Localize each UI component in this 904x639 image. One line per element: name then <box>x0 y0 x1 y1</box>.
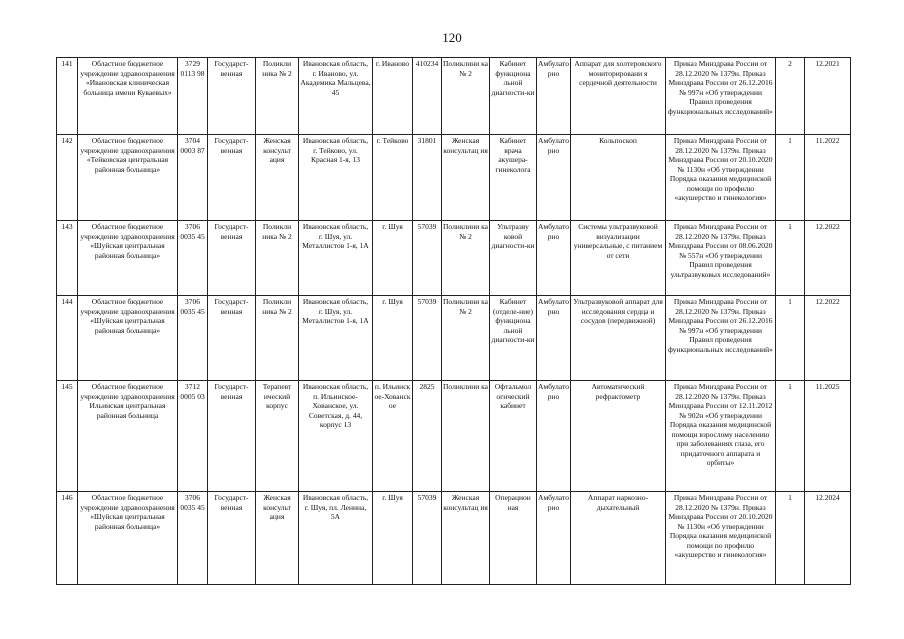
locality: г. Тейково <box>373 135 413 221</box>
unit-address: Ивановская область, г. Тейково, ул. Красная 1-я, 13 <box>299 135 373 221</box>
structural-unit: Поликли ника № 2 <box>256 58 299 135</box>
equipment-name: Системы ультразвуковой визуализации универсальные, с питанием от сети <box>571 221 666 296</box>
room-type: Офтальмол огический кабинет <box>490 381 537 492</box>
oktmo-code: 57039 <box>413 492 442 585</box>
structural-unit: Терапевт ический корпус <box>256 381 299 492</box>
oktmo-code: 410234 <box>413 58 442 135</box>
organization-code: 3704 0003 87 <box>178 135 208 221</box>
room-type: Кабинет функциона льной диагности-ки <box>490 58 537 135</box>
equipment-registry-table <box>56 57 851 585</box>
ownership-form: Государст-венная <box>208 221 256 296</box>
regulatory-basis: Приказ Минздрава России от 28.12.2020 № 1379н. Приказ Минздрава России от 20.10.2020 № 1130н «Об утверждении Порядка оказания медицинской помощи по профилю «акушерство и гинекология» <box>666 135 776 221</box>
organization-code: 3729 0113 98 <box>178 58 208 135</box>
oktmo-code: 57039 <box>413 296 442 381</box>
subdivision: Поликлини ка <box>442 381 490 492</box>
organization-code: 3712 0005 03 <box>178 381 208 492</box>
page-number: 120 <box>442 30 462 45</box>
organization-name: Областное бюджетное учреждение здравоохранения Ильинская центральная районная больница <box>78 381 178 492</box>
organization-name: Областное бюджетное учреждение здравоохранения «Шуйская центральная районная больница» <box>78 296 178 381</box>
care-condition: Амбулато рно <box>537 492 571 585</box>
room-type: Кабинет (отделе-ние) функциона льной диагности-ки <box>490 296 537 381</box>
supply-date: 11.2022 <box>805 135 851 221</box>
locality: п. Ильинск ое-Хованск ое <box>373 381 413 492</box>
ownership-form: Государст-венная <box>208 58 256 135</box>
organization-code: 3706 0035 45 <box>178 492 208 585</box>
organization-code: 3706 0035 45 <box>178 221 208 296</box>
oktmo-code: 2825 <box>413 381 442 492</box>
locality: г. Шуя <box>373 492 413 585</box>
row-number: 143 <box>57 221 78 296</box>
ownership-form: Государст-венная <box>208 296 256 381</box>
structural-unit: Женская консульт ация <box>256 135 299 221</box>
room-type: Операцион ная <box>490 492 537 585</box>
locality: г. Шуя <box>373 221 413 296</box>
care-condition: Амбулато рно <box>537 135 571 221</box>
equipment-name: Автоматический рефрактометр <box>571 381 666 492</box>
unit-address: Ивановская область, г. Шуя, ул. Металлистов 1-я, 1А <box>299 296 373 381</box>
equipment-name: Аппарат для холтеровского мониторировани я сердечной деятельности <box>571 58 666 135</box>
organization-name: Областное бюджетное учреждение здравоохранения «Шуйская центральная районная больница» <box>78 492 178 585</box>
unit-address: Ивановская область, п. Ильинское-Хованское, ул. Советская, д. 44, корпус 13 <box>299 381 373 492</box>
subdivision: Женская консультац ия <box>442 135 490 221</box>
equipment-name: Ультразвуковой аппарат для исследования сердца и сосудов (передвижной) <box>571 296 666 381</box>
structural-unit: Поликли ника № 2 <box>256 221 299 296</box>
row-number: 141 <box>57 58 78 135</box>
organization-name: Областное бюджетное учреждение здравоохранения «Ивановская клиническая больница имени Куваевых» <box>78 58 178 135</box>
structural-unit: Женская консульт ация <box>256 492 299 585</box>
organization-name: Областное бюджетное учреждение здравоохранения «Шуйская центральная районная больница» <box>78 221 178 296</box>
table-row <box>57 381 851 492</box>
room-type: Ультразву ковой диагности-ки <box>490 221 537 296</box>
row-number: 142 <box>57 135 78 221</box>
care-condition: Амбулато рно <box>537 58 571 135</box>
regulatory-basis: Приказ Минздрава России от 28.12.2020 № 1379н. Приказ Минздрава России от 20.10.2020 № 1130н «Об утверждении Порядка оказания медицинской помощи по профилю «акушерство и гинекология» <box>666 492 776 585</box>
table-row <box>57 58 851 135</box>
ownership-form: Государст-венная <box>208 492 256 585</box>
supply-date: 11.2025 <box>805 381 851 492</box>
structural-unit: Поликли ника № 2 <box>256 296 299 381</box>
quantity: 1 <box>776 296 805 381</box>
table-row <box>57 296 851 381</box>
care-condition: Амбулато рно <box>537 296 571 381</box>
row-number: 145 <box>57 381 78 492</box>
supply-date: 12.2022 <box>805 296 851 381</box>
row-number: 146 <box>57 492 78 585</box>
supply-date: 12.2021 <box>805 58 851 135</box>
table-row <box>57 492 851 585</box>
table-row <box>57 221 851 296</box>
oktmo-code: 57039 <box>413 221 442 296</box>
oktmo-code: 31801 <box>413 135 442 221</box>
quantity: 2 <box>776 58 805 135</box>
regulatory-basis: Приказ Минздрава России от 28.12.2020 № 1379н. Приказ Минздрава России от 12.11.2012 № 902н «Об утверждении Порядка оказания медицинской помощи взрослому населению при заболеваниях глаза, его придаточного аппарата и орбиты» <box>666 381 776 492</box>
ownership-form: Государст-венная <box>208 135 256 221</box>
quantity: 1 <box>776 381 805 492</box>
regulatory-basis: Приказ Минздрава России от 28.12.2020 № 1379н. Приказ Минздрава России от 08.06.2020 № 557н «Об утверждении Правил проведения ультразвуковых исследований» <box>666 221 776 296</box>
regulatory-basis: Приказ Минздрава России от 28.12.2020 № 1379н. Приказ Минздрава России от 26.12.2016 № 997н «Об утверждении Правил проведения функциональных исследований» <box>666 296 776 381</box>
subdivision: Поликлини ка № 2 <box>442 58 490 135</box>
unit-address: Ивановская область, г. Шуя, ул. Металлистов 1-я, 1А <box>299 221 373 296</box>
regulatory-basis: Приказ Минздрава России от 28.12.2020 № 1379н. Приказ Минздрава России от 26.12.2016 № 997н «Об утверждении Правил проведения функциональных исследований» <box>666 58 776 135</box>
ownership-form: Государст-венная <box>208 381 256 492</box>
organization-name: Областное бюджетное учреждение здравоохранения «Тейковская центральная районная больница» <box>78 135 178 221</box>
care-condition: Амбулато рно <box>537 221 571 296</box>
subdivision: Женская консультац ия <box>442 492 490 585</box>
room-type: Кабинет врача акушера-гинеколога <box>490 135 537 221</box>
supply-date: 12.2024 <box>805 492 851 585</box>
subdivision: Поликлини ка № 2 <box>442 296 490 381</box>
equipment-name: Кольпоскоп <box>571 135 666 221</box>
quantity: 1 <box>776 135 805 221</box>
supply-date: 12.2022 <box>805 221 851 296</box>
quantity: 1 <box>776 492 805 585</box>
table-row <box>57 135 851 221</box>
unit-address: Ивановская область, г. Иваново, ул. Академика Мальцева, 45 <box>299 58 373 135</box>
subdivision: Поликлини ка № 2 <box>442 221 490 296</box>
locality: г. Иваново <box>373 58 413 135</box>
equipment-name: Аппарат наркозно-дыхательный <box>571 492 666 585</box>
unit-address: Ивановская область, г. Шуя, пл. Ленина, 5А <box>299 492 373 585</box>
quantity: 1 <box>776 221 805 296</box>
organization-code: 3706 0035 45 <box>178 296 208 381</box>
row-number: 144 <box>57 296 78 381</box>
care-condition: Амбулато рно <box>537 381 571 492</box>
locality: г. Шуя <box>373 296 413 381</box>
